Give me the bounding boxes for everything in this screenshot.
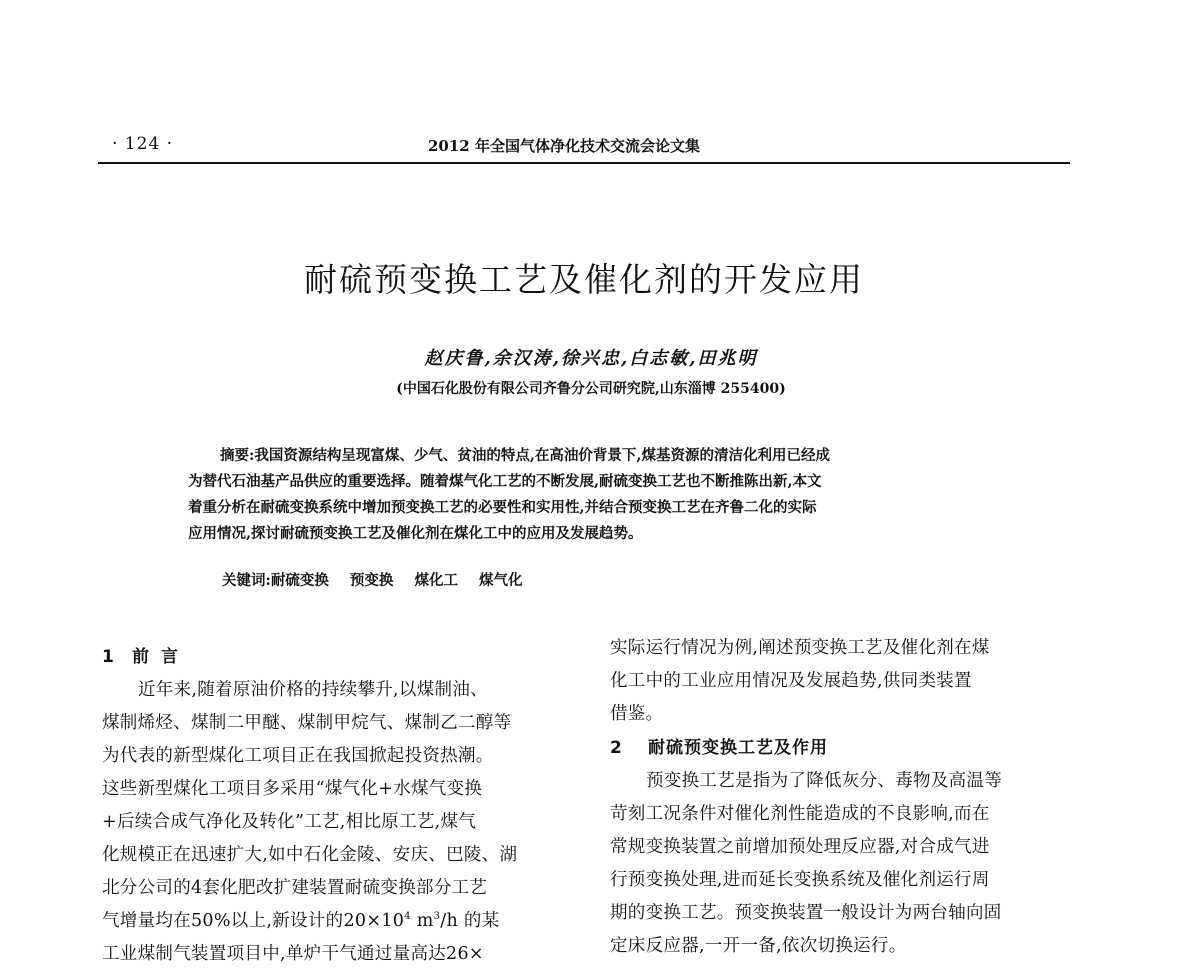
- right-column: [610, 632, 1076, 956]
- section-heading: [102, 640, 572, 674]
- section-number: 1: [102, 647, 114, 667]
- text-line: +后续合成气净化及转化”工艺,相比原工艺,煤气: [102, 812, 477, 832]
- section-number: 2: [610, 738, 622, 758]
- running-header: [98, 128, 1068, 162]
- journal-title: 2012 年全国气体净化技术交流会论文集: [428, 137, 700, 155]
- left-column: [102, 640, 572, 964]
- section1-paragraph: [102, 674, 572, 964]
- text-segment: m: [410, 911, 434, 931]
- text-segment: /h 的某: [440, 911, 500, 931]
- abstract-text: 我国资源结构呈现富煤、少气、贫油的特点,在高油价背景下,煤基资源的清洁化利用已经成: [254, 447, 830, 464]
- text-line: [102, 905, 572, 938]
- keywords: [222, 569, 539, 590]
- paper-title: 耐硫预变换工艺及催化剂的开发应用: [304, 260, 864, 299]
- abstract-line: 为替代石油基产品供应的重要选择。随着煤气化工艺的不断发展,耐硫变换工艺也不断推陈出新,本文: [188, 473, 822, 490]
- text-segment: 气增量均在50%以上,新设计的20×10: [102, 911, 405, 931]
- section-heading: [610, 731, 1076, 765]
- abstract-label: 摘要:: [220, 447, 255, 464]
- keyword: 煤化工: [414, 572, 458, 589]
- affiliation: (中国石化股份有限公司齐鲁分公司研究院,山东淄博 255400): [396, 381, 786, 397]
- text-line: 预变换工艺是指为了降低灰分、毒物及高温等: [646, 771, 1002, 791]
- keyword: 耐硫变换: [270, 572, 329, 589]
- section2-paragraph: [610, 765, 1076, 956]
- text-line: 北分公司的4套化肥改扩建装置耐硫变换部分工艺: [102, 878, 488, 898]
- text-line: 化规模正在迅速扩大,如中石化金陵、安庆、巴陵、湖: [102, 845, 518, 865]
- text-line: 常规变换装置之前增加预处理反应器,对合成气进: [610, 837, 990, 857]
- section-title: 耐硫预变换工艺及作用: [648, 738, 828, 758]
- abstract-line: 应用情况,探讨耐硫预变换工艺及催化剂在煤化工中的应用及发展趋势。: [188, 525, 643, 542]
- page-number: · 124 ·: [112, 134, 174, 154]
- author-list: 赵庆鲁,余汉涛,徐兴忠,白志敏,田兆明: [424, 348, 758, 369]
- text-line: 期的变换工艺。预变换装置一般设计为两台轴向固: [610, 903, 1002, 923]
- text-line: 行预变换处理,进而延长变换系统及催化剂运行周: [610, 870, 990, 890]
- text-line: 借鉴。: [610, 704, 664, 724]
- text-line: 煤制烯烃、煤制二甲醚、煤制甲烷气、煤制乙二醇等: [102, 713, 512, 733]
- text-line: 为代表的新型煤化工项目正在我国掀起投资热潮。: [102, 746, 494, 766]
- section-title: 前言: [132, 647, 190, 667]
- keywords-label: 关键词:: [222, 572, 271, 589]
- text-line: 这些新型煤化工项目多采用“煤气化+水煤气变换: [102, 779, 483, 799]
- abstract: [188, 443, 988, 547]
- header-rule: [98, 162, 1070, 164]
- continued-paragraph: [610, 632, 1076, 731]
- abstract-line: 着重分析在耐硫变换系统中增加预变换工艺的必要性和实用性,并结合预变换工艺在齐鲁二化的实际: [188, 499, 817, 516]
- keyword: 煤气化: [479, 572, 523, 589]
- text-line: 实际运行情况为例,阐述预变换工艺及催化剂在煤: [610, 638, 990, 658]
- abstract-line: [188, 443, 988, 469]
- text-line: 定床反应器,一开一备,依次切换运行。: [610, 936, 907, 956]
- text-line: 化工中的工业应用情况及发展趋势,供同类装置: [610, 671, 972, 691]
- keyword: 预变换: [349, 572, 394, 589]
- text-line: 近年来,随着原油价格的持续攀升,以煤制油、: [138, 680, 488, 700]
- text-line: 苛刻工况条件对催化剂性能造成的不良影响,而在: [610, 804, 990, 824]
- superscript: 4: [404, 911, 411, 923]
- text-line: 工业煤制气装置项目中,单炉干气通过量高达26×: [102, 944, 484, 964]
- superscript: 3: [433, 911, 441, 923]
